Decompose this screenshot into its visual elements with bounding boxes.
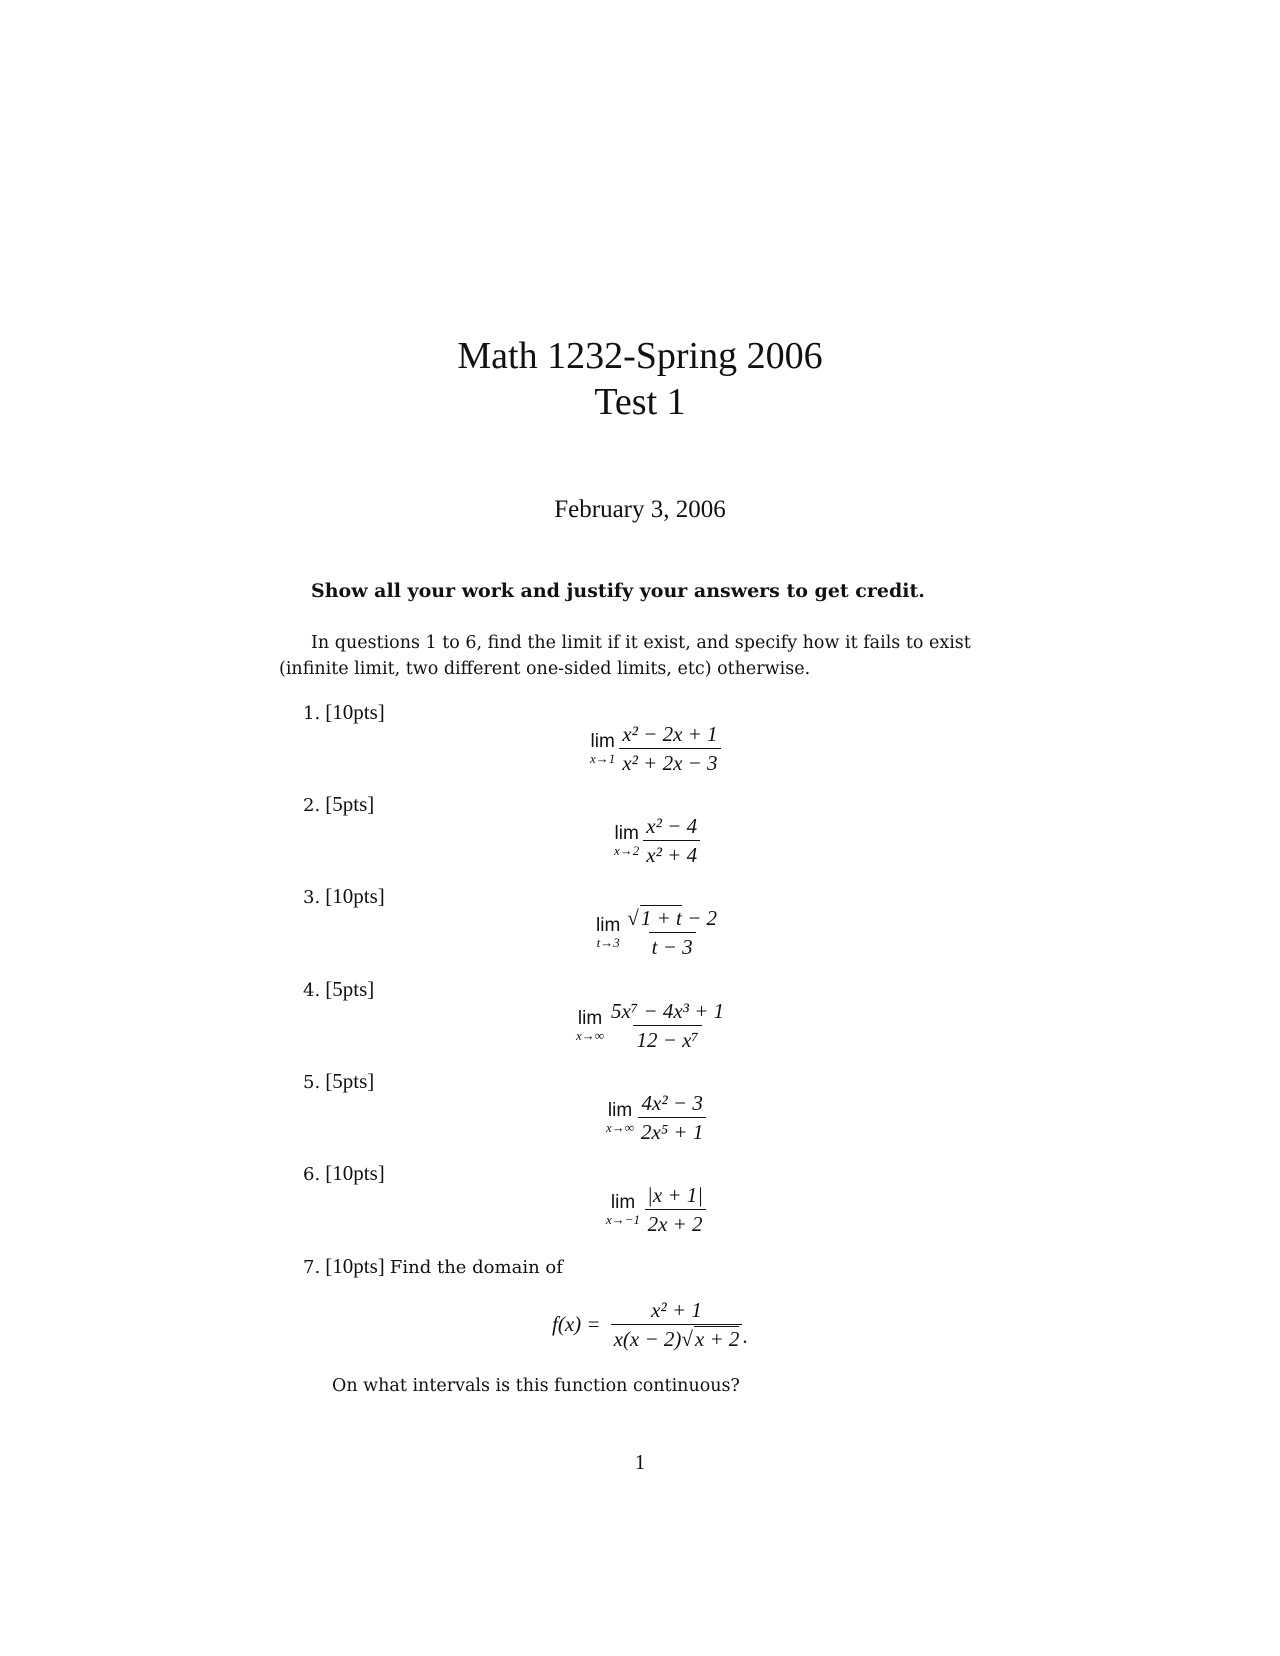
lim-subscript: x→∞ [576,1027,605,1043]
denominator: 12 − x⁷ [633,1025,701,1052]
question-3-label [303,884,385,909]
question-number: 7. [303,1257,321,1278]
denominator: 2x + 2 [645,1209,706,1236]
numerator: 4x² − 3 [641,1091,703,1115]
question-2-expression [614,814,700,867]
lim-word: lim [614,822,639,844]
fraction [624,906,720,959]
limit-operator [614,824,639,858]
fraction [619,722,720,775]
question-2-label [303,792,374,817]
denominator-prefix: x(x − 2)√ [613,1327,693,1351]
test-subtitle: Test 1 [594,381,686,423]
question-points: [10pts] [325,700,385,724]
instructions-bold: Show all your work and justify your answers to get credit. [311,580,925,602]
page-number: 1 [634,1450,646,1474]
question-number: 3. [303,887,321,908]
question-1-label [303,700,385,725]
question-6-label [303,1161,385,1186]
question-number: 2. [303,795,321,816]
question-points: [5pts] [325,977,375,1001]
test-date: February 3, 2006 [554,496,726,523]
denominator: t − 3 [649,932,696,959]
numerator-suffix: − 2 [681,906,717,930]
sqrt-symbol: √ [627,906,639,930]
question-points: [10pts] [325,884,385,908]
lim-word: lim [596,914,621,936]
instructions-intro: In questions 1 to 6, find the limit if it exist, and specify how it fails to exist (infinite limit, two different one-sided limits, etc) otherwise. [279,633,971,679]
numerator: x² + 1 [651,1298,702,1322]
lim-subscript: x→−1 [606,1211,641,1227]
numerator: 5x⁷ − 4x³ + 1 [611,999,725,1023]
page-title: Math 1232-Spring 2006 [457,335,823,377]
denominator: x² + 4 [643,840,700,867]
limit-operator [596,916,620,950]
question-number: 4. [303,980,321,1001]
fraction [643,814,700,867]
fraction [608,999,727,1052]
question-points: [5pts] [325,1069,375,1093]
question-number: 5. [303,1072,321,1093]
numerator: x² − 2x + 1 [622,722,718,746]
numerator: |x + 1| [647,1183,704,1207]
numerator [624,906,720,932]
lim-subscript: t→3 [596,934,620,950]
fraction [638,1091,706,1144]
lim-word: lim [607,1099,633,1121]
lim-subscript: x→∞ [606,1119,635,1135]
question-number: 6. [303,1164,321,1185]
function-label: f(x) = [552,1312,601,1336]
question-text: Find the domain of [389,1257,563,1278]
fraction [611,1298,743,1351]
sqrt-radicand: 1 + t [640,906,682,930]
question-5-expression [606,1091,706,1144]
lim-subscript: x→2 [614,842,640,858]
question-number: 1. [303,703,321,724]
limit-operator [606,1193,640,1227]
lim-word: lim [577,1007,603,1029]
numerator: x² − 4 [646,814,698,838]
question-1-expression [590,722,721,775]
question-4-label [303,977,374,1002]
question-7-label [303,1254,563,1279]
trailing-period: . [742,1324,748,1348]
question-4-expression [576,999,727,1052]
sqrt-radicand: x + 2 [694,1327,740,1351]
denominator: x² + 2x − 3 [619,748,720,775]
lim-word: lim [590,730,615,752]
question-7-expression [552,1298,748,1351]
lim-subscript: x→1 [590,750,616,766]
limit-operator [590,732,615,766]
fraction [644,1183,706,1236]
closing-question: On what intervals is this function continuous? [332,1376,740,1396]
denominator [611,1324,743,1351]
denominator: 2x⁵ + 1 [638,1117,706,1144]
question-points: [5pts] [325,792,375,816]
limit-operator [606,1101,634,1135]
lim-word: lim [610,1191,636,1213]
question-3-expression [596,906,720,959]
question-5-label [303,1069,374,1094]
question-6-expression [606,1183,706,1236]
question-points: [10pts] [325,1161,385,1185]
question-points: [10pts] [325,1254,385,1278]
limit-operator [576,1009,604,1043]
